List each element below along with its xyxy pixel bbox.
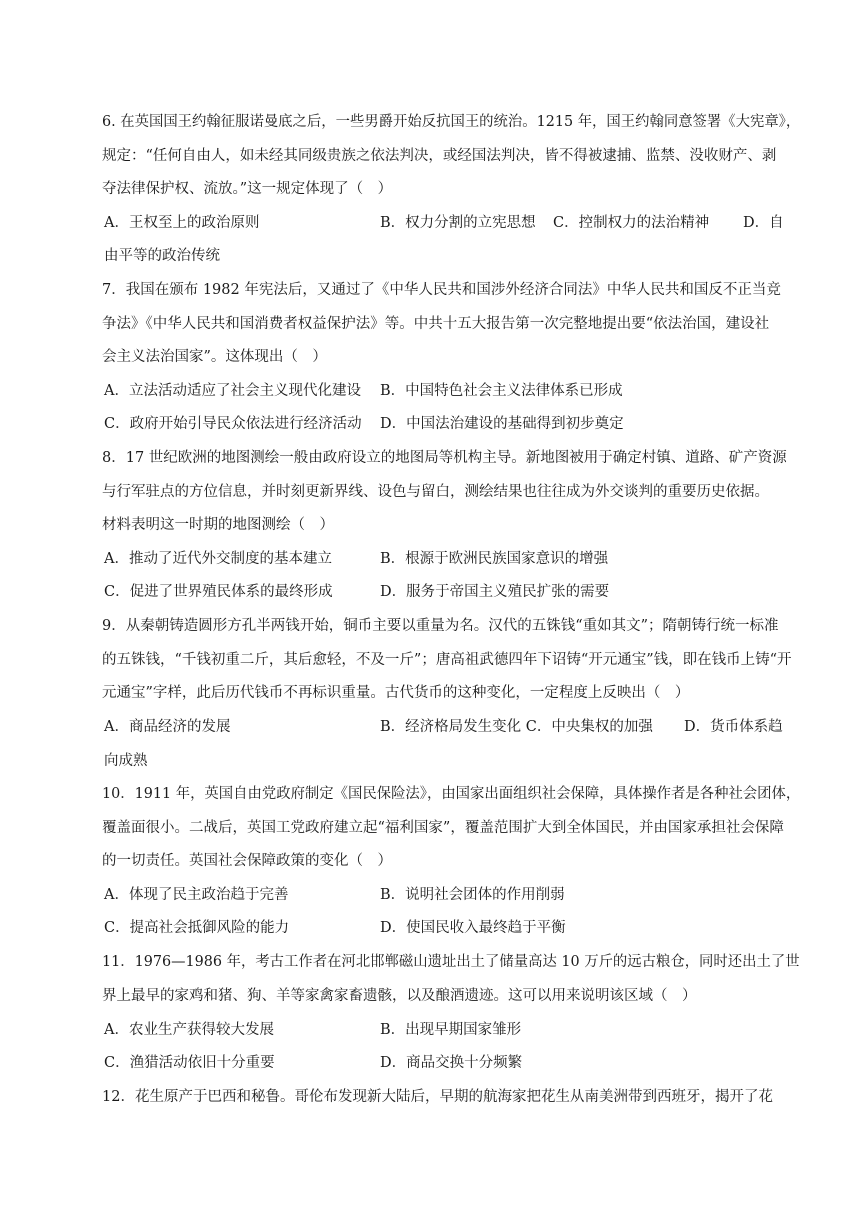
question-text-line: 规定：“任何自由人，如未经其同级贵族之依法判决，或经国法判决，皆不得被逮捕、监禁、没收财产、剥 [102, 148, 777, 164]
option-d-continued: 向成熟 [104, 753, 148, 769]
question-text-line: 元通宝”字样，此后历代钱币不再标识重量。古代货币的这种变化，一定程度上反映出（ ） [102, 685, 690, 701]
option-d[interactable]: D．自 [743, 215, 784, 231]
question-text-line: 10．1911 年，英国自由党政府制定《国民保险法》，由国家出面组织社会保障，具体操作者是各种社会团体， [102, 786, 801, 802]
question-text-line: 12．花生原产于巴西和秘鲁。哥伦布发现新大陆后，早期的航海家把花生从南美洲带到西班牙，揭开了花 [102, 1089, 773, 1105]
option-c[interactable]: C．政府开始引导民众依法进行经济活动 [104, 416, 362, 432]
option-c[interactable]: C．促进了世界殖民体系的最终形成 [104, 584, 333, 600]
question-text-line: 争法》《中华人民共和国消费者权益保护法》等。中共十五大报告第一次完整地提出要“依法治国，建设社 [102, 316, 770, 332]
option-a[interactable]: A．立法活动适应了社会主义现代化建设 [104, 383, 361, 399]
question-text-line: 与行军驻点的方位信息，并时刻更新界线、设色与留白，测绘结果也往往成为外交谈判的重要历史依据。 [102, 484, 769, 500]
option-a[interactable]: A．商品经济的发展 [104, 719, 231, 735]
question-text-line: 覆盖面很小。二战后，英国工党政府建立起“福利国家”，覆盖范围扩大到全体国民，并由国家承担社会保障 [102, 820, 784, 836]
option-c[interactable]: C．提高社会抵御风险的能力 [104, 920, 290, 936]
option-b-c[interactable]: B．经济格局发生变化 C．中央集权的加强 [380, 719, 653, 735]
option-b[interactable]: B．说明社会团体的作用削弱 [380, 887, 565, 903]
option-d[interactable]: D．中国法治建设的基础得到初步奠定 [380, 416, 624, 432]
option-b[interactable]: B．权力分割的立宪思想 [380, 215, 536, 231]
option-b[interactable]: B．中国特色社会主义法律体系已形成 [380, 383, 623, 399]
question-text-line: 9．从秦朝铸造圆形方孔半两钱开始，铜币主要以重量为名。汉代的五铢钱“重如其文”；隋朝铸行统一标准 [102, 618, 779, 634]
option-c[interactable]: C．渔猎活动依旧十分重要 [104, 1055, 275, 1071]
option-b[interactable]: B．根源于欧洲民族国家意识的增强 [380, 551, 609, 567]
option-d[interactable]: D．服务于帝国主义殖民扩张的需要 [380, 584, 610, 600]
question-text-line: 会主义法治国家”。这体现出（ ） [102, 349, 327, 365]
option-d[interactable]: D．货币体系趋 [684, 719, 783, 735]
question-text-line: 夺法律保护权、流放。”这一规定体现了（ ） [102, 181, 393, 197]
question-text-line: 11．1976—1986 年，考古工作者在河北邯郸磁山遗址出土了储量高达 10 万斤的远古粮仓，同时还出土了世 [102, 954, 800, 970]
question-text-line: 6. 在英国国王约翰征服诺曼底之后，一些男爵开始反抗国王的统治。1215 年，国王约翰同意签署《大宪章》， [102, 114, 801, 130]
question-text-line: 的一切责任。英国社会保障政策的变化（ ） [102, 853, 392, 869]
question-text-line: 的五铢钱，“千钱初重二斤，其后愈轻，不及一斤”；唐高祖武德四年下诏铸“开元通宝”钱，即在钱币上铸“开 [102, 652, 792, 668]
option-d-continued: 由平等的政治传统 [104, 248, 220, 264]
option-c[interactable]: C．控制权力的法治精神 [553, 215, 710, 231]
question-text-line: 7．我国在颁布 1982 年宪法后，又通过了《中华人民共和国涉外经济合同法》中华人民共和国反不正当竞 [102, 282, 781, 298]
option-a[interactable]: A．王权至上的政治原则 [104, 215, 260, 231]
option-b[interactable]: B．出现早期国家雏形 [380, 1022, 522, 1038]
question-text-line: 8．17 世纪欧洲的地图测绘一般由政府设立的地图局等机构主导。新地图被用于确定村镇、道路、矿产资源 [102, 450, 787, 466]
option-d[interactable]: D．商品交换十分频繁 [380, 1055, 523, 1071]
option-d[interactable]: D．使国民收入最终趋于平衡 [380, 920, 566, 936]
option-a[interactable]: A．农业生产获得较大发展 [104, 1022, 274, 1038]
question-text-line: 界上最早的家鸡和猪、狗、羊等家禽家畜遗骸，以及酿酒遗迹。这可以用来说明该区域（ ） [102, 988, 697, 1004]
question-text-line: 材料表明这一时期的地图测绘（ ） [102, 517, 334, 533]
option-a[interactable]: A．体现了民主政治趋于完善 [104, 887, 289, 903]
option-a[interactable]: A．推动了近代外交制度的基本建立 [104, 551, 332, 567]
